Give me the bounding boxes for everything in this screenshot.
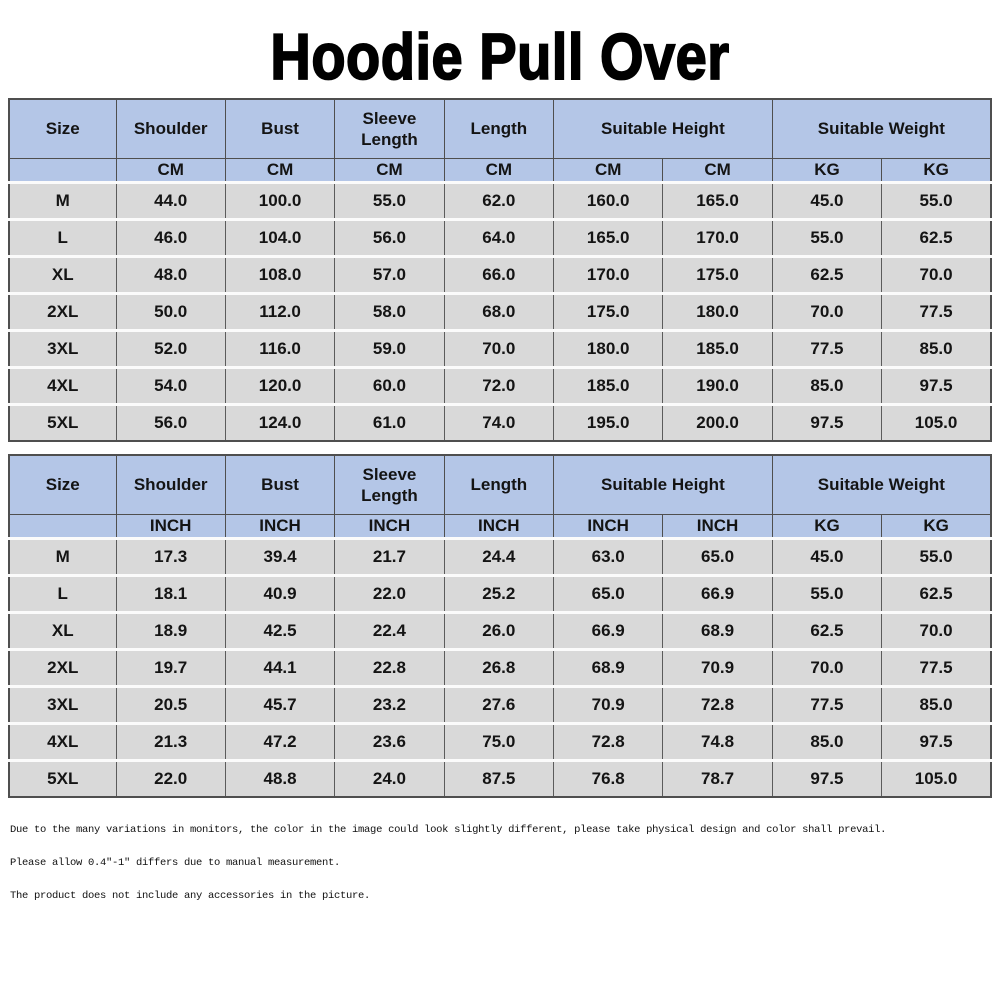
measurement-cell: 63.0 — [554, 538, 663, 575]
measurement-cell: 112.0 — [225, 293, 334, 330]
size-row-4xl — [9, 723, 991, 760]
measurement-cell: 52.0 — [116, 330, 225, 367]
measurement-cell: 78.7 — [663, 760, 772, 797]
measurement-cell: 22.8 — [335, 649, 444, 686]
size-label-cell: 3XL — [9, 686, 116, 723]
measurement-cell: 21.7 — [335, 538, 444, 575]
size-label-cell: 5XL — [9, 404, 116, 441]
measurement-cell: 87.5 — [444, 760, 553, 797]
size-row-3xl — [9, 686, 991, 723]
size-row-2xl — [9, 293, 991, 330]
measurement-cell: 175.0 — [554, 293, 663, 330]
measurement-cell: 104.0 — [225, 219, 334, 256]
size-label-cell: M — [9, 538, 116, 575]
measurement-cell: 62.5 — [882, 575, 991, 612]
col-header-sleeve-length: Sleeve Length — [335, 455, 444, 514]
measurement-cell: 26.8 — [444, 649, 553, 686]
size-row-xl — [9, 612, 991, 649]
measurement-cell: 97.5 — [882, 367, 991, 404]
measurement-cell: 70.0 — [772, 293, 881, 330]
unit-cell: INCH — [225, 514, 334, 538]
unit-cell: INCH — [335, 514, 444, 538]
size-label-cell: XL — [9, 612, 116, 649]
measurement-cell: 18.1 — [116, 575, 225, 612]
measurement-cell: 72.8 — [663, 686, 772, 723]
col-header-bust: Bust — [225, 99, 334, 158]
measurement-cell: 66.9 — [663, 575, 772, 612]
measurement-cell: 70.0 — [882, 612, 991, 649]
footnote-measurement-tolerance: Please allow 0.4"-1" differs due to manual measurement. — [10, 857, 341, 869]
measurement-cell: 165.0 — [554, 219, 663, 256]
unit-cell: CM — [116, 158, 225, 182]
measurement-cell: 85.0 — [772, 723, 881, 760]
measurement-cell: 21.3 — [116, 723, 225, 760]
measurement-cell: 97.5 — [772, 760, 881, 797]
measurement-cell: 46.0 — [116, 219, 225, 256]
measurement-cell: 24.4 — [444, 538, 553, 575]
measurement-cell: 70.0 — [444, 330, 553, 367]
measurement-cell: 74.0 — [444, 404, 553, 441]
measurement-cell: 185.0 — [663, 330, 772, 367]
col-header-length: Length — [444, 99, 553, 158]
col-header-shoulder: Shoulder — [116, 99, 225, 158]
measurement-cell: 160.0 — [554, 182, 663, 219]
measurement-cell: 74.8 — [663, 723, 772, 760]
size-label-cell: 2XL — [9, 293, 116, 330]
col-header-size: Size — [9, 455, 116, 514]
size-row-5xl — [9, 760, 991, 797]
col-header-shoulder: Shoulder — [116, 455, 225, 514]
measurement-cell: 55.0 — [335, 182, 444, 219]
measurement-cell: 85.0 — [772, 367, 881, 404]
unit-cell: KG — [772, 514, 881, 538]
measurement-cell: 85.0 — [882, 330, 991, 367]
col-header-size: Size — [9, 99, 116, 158]
measurement-cell: 19.7 — [116, 649, 225, 686]
size-label-cell: XL — [9, 256, 116, 293]
measurement-cell: 39.4 — [225, 538, 334, 575]
size-label-cell: L — [9, 575, 116, 612]
unit-cell: INCH — [663, 514, 772, 538]
measurement-cell: 22.0 — [116, 760, 225, 797]
size-row-m — [9, 538, 991, 575]
size-row-l — [9, 575, 991, 612]
unit-cell: CM — [663, 158, 772, 182]
unit-cell: CM — [335, 158, 444, 182]
title-row — [0, 0, 1000, 93]
measurement-cell: 72.8 — [554, 723, 663, 760]
size-row-2xl — [9, 649, 991, 686]
measurement-cell: 77.5 — [882, 293, 991, 330]
unit-cell: KG — [772, 158, 881, 182]
col-header-bust: Bust — [225, 455, 334, 514]
measurement-cell: 116.0 — [225, 330, 334, 367]
measurement-cell: 62.5 — [882, 219, 991, 256]
size-row-5xl — [9, 404, 991, 441]
measurement-cell: 68.0 — [444, 293, 553, 330]
page-title: Hoodie Pull Over — [270, 19, 730, 93]
measurement-cell: 55.0 — [882, 538, 991, 575]
measurement-cell: 76.8 — [554, 760, 663, 797]
measurement-cell: 62.5 — [772, 256, 881, 293]
measurement-cell: 48.8 — [225, 760, 334, 797]
col-header-suitable-height: Suitable Height — [554, 455, 773, 514]
col-header-suitable-weight: Suitable Weight — [772, 455, 991, 514]
measurement-cell: 70.9 — [663, 649, 772, 686]
measurement-cell: 42.5 — [225, 612, 334, 649]
measurement-cell: 180.0 — [554, 330, 663, 367]
column-header-row — [9, 455, 991, 514]
measurement-cell: 70.9 — [554, 686, 663, 723]
unit-cell — [9, 514, 116, 538]
footnote-monitor-color: Due to the many variations in monitors, the color in the image could look slightly different, please take physical design and color shall prevail. — [10, 824, 887, 836]
measurement-cell: 25.2 — [444, 575, 553, 612]
measurement-cell: 200.0 — [663, 404, 772, 441]
measurement-cell: 44.0 — [116, 182, 225, 219]
size-label-cell: L — [9, 219, 116, 256]
measurement-cell: 22.0 — [335, 575, 444, 612]
measurement-cell: 48.0 — [116, 256, 225, 293]
size-label-cell: 4XL — [9, 723, 116, 760]
unit-cell: CM — [444, 158, 553, 182]
size-label-cell: 5XL — [9, 760, 116, 797]
measurement-cell: 60.0 — [335, 367, 444, 404]
measurement-cell: 23.6 — [335, 723, 444, 760]
col-header-suitable-height: Suitable Height — [554, 99, 773, 158]
measurement-cell: 55.0 — [772, 219, 881, 256]
measurement-cell: 45.7 — [225, 686, 334, 723]
cm-size-chart — [8, 98, 992, 442]
measurement-cell: 108.0 — [225, 256, 334, 293]
measurement-cell: 54.0 — [116, 367, 225, 404]
measurement-cell: 175.0 — [663, 256, 772, 293]
measurement-cell: 66.9 — [554, 612, 663, 649]
unit-cell: CM — [554, 158, 663, 182]
measurement-cell: 170.0 — [663, 219, 772, 256]
size-row-m — [9, 182, 991, 219]
measurement-cell: 18.9 — [116, 612, 225, 649]
measurement-cell: 45.0 — [772, 182, 881, 219]
measurement-cell: 55.0 — [882, 182, 991, 219]
measurement-cell: 44.1 — [225, 649, 334, 686]
measurement-cell: 45.0 — [772, 538, 881, 575]
measurement-cell: 65.0 — [554, 575, 663, 612]
measurement-cell: 57.0 — [335, 256, 444, 293]
unit-cell — [9, 158, 116, 182]
measurement-cell: 40.9 — [225, 575, 334, 612]
measurement-cell: 70.0 — [772, 649, 881, 686]
col-header-suitable-weight: Suitable Weight — [772, 99, 991, 158]
measurement-cell: 100.0 — [225, 182, 334, 219]
measurement-cell: 22.4 — [335, 612, 444, 649]
size-row-4xl — [9, 367, 991, 404]
measurement-cell: 66.0 — [444, 256, 553, 293]
measurement-cell: 68.9 — [663, 612, 772, 649]
measurement-cell: 56.0 — [116, 404, 225, 441]
measurement-cell: 77.5 — [772, 686, 881, 723]
measurement-cell: 170.0 — [554, 256, 663, 293]
measurement-cell: 120.0 — [225, 367, 334, 404]
size-row-xl — [9, 256, 991, 293]
col-header-sleeve-length: Sleeve Length — [335, 99, 444, 158]
measurement-cell: 72.0 — [444, 367, 553, 404]
measurement-cell: 190.0 — [663, 367, 772, 404]
measurement-cell: 68.9 — [554, 649, 663, 686]
measurement-cell: 77.5 — [882, 649, 991, 686]
measurement-cell: 62.5 — [772, 612, 881, 649]
measurement-cell: 97.5 — [772, 404, 881, 441]
size-label-cell: 2XL — [9, 649, 116, 686]
measurement-cell: 75.0 — [444, 723, 553, 760]
measurement-cell: 77.5 — [772, 330, 881, 367]
measurement-cell: 61.0 — [335, 404, 444, 441]
size-row-l — [9, 219, 991, 256]
footnote-accessories: The product does not include any accessories in the picture. — [10, 890, 371, 902]
measurement-cell: 59.0 — [335, 330, 444, 367]
unit-cell: KG — [882, 158, 991, 182]
measurement-cell: 50.0 — [116, 293, 225, 330]
size-row-3xl — [9, 330, 991, 367]
measurement-cell: 58.0 — [335, 293, 444, 330]
size-label-cell: M — [9, 182, 116, 219]
unit-cell: INCH — [116, 514, 225, 538]
column-header-row — [9, 99, 991, 158]
col-header-length: Length — [444, 455, 553, 514]
measurement-cell: 64.0 — [444, 219, 553, 256]
measurement-cell: 124.0 — [225, 404, 334, 441]
unit-cell: CM — [225, 158, 334, 182]
unit-cell: INCH — [554, 514, 663, 538]
measurement-cell: 165.0 — [663, 182, 772, 219]
measurement-cell: 55.0 — [772, 575, 881, 612]
size-label-cell: 3XL — [9, 330, 116, 367]
measurement-cell: 85.0 — [882, 686, 991, 723]
measurement-cell: 24.0 — [335, 760, 444, 797]
measurement-cell: 20.5 — [116, 686, 225, 723]
measurement-cell: 17.3 — [116, 538, 225, 575]
size-label-cell: 4XL — [9, 367, 116, 404]
unit-cell: INCH — [444, 514, 553, 538]
measurement-cell: 27.6 — [444, 686, 553, 723]
measurement-cell: 185.0 — [554, 367, 663, 404]
unit-row — [9, 158, 991, 182]
unit-row — [9, 514, 991, 538]
measurement-cell: 70.0 — [882, 256, 991, 293]
measurement-cell: 97.5 — [882, 723, 991, 760]
measurement-cell: 180.0 — [663, 293, 772, 330]
measurement-cell: 26.0 — [444, 612, 553, 649]
measurement-cell: 65.0 — [663, 538, 772, 575]
measurement-cell: 105.0 — [882, 404, 991, 441]
measurement-cell: 56.0 — [335, 219, 444, 256]
measurement-cell: 47.2 — [225, 723, 334, 760]
measurement-cell: 105.0 — [882, 760, 991, 797]
measurement-cell: 23.2 — [335, 686, 444, 723]
unit-cell: KG — [882, 514, 991, 538]
measurement-cell: 62.0 — [444, 182, 553, 219]
measurement-cell: 195.0 — [554, 404, 663, 441]
footnotes — [10, 824, 1000, 902]
inch-size-chart — [8, 454, 992, 798]
